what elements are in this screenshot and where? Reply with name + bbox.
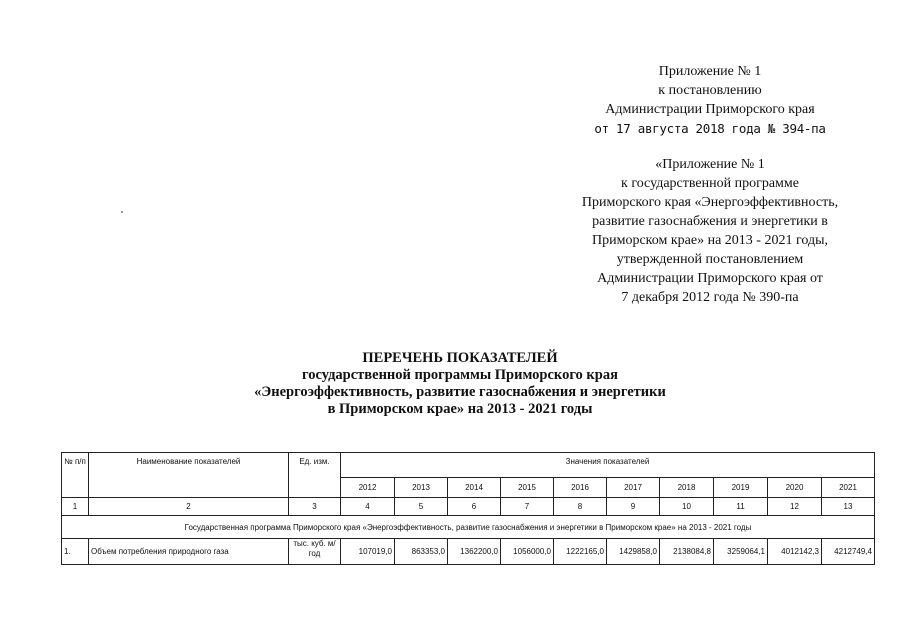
column-number: 2: [89, 498, 289, 516]
column-numbers-row: [62, 498, 875, 516]
column-number: 8: [554, 498, 607, 516]
title-line: государственной программы Приморского края: [302, 367, 618, 383]
row-value: 4012142,3: [768, 539, 822, 565]
year-header: 2020: [768, 478, 822, 498]
column-number: 6: [448, 498, 501, 516]
year-header: 2015: [501, 478, 554, 498]
appendix-line: Администрации Приморского края: [605, 102, 815, 117]
column-number: 10: [660, 498, 714, 516]
year-header: 2012: [341, 478, 395, 498]
table-header-row: [62, 453, 875, 478]
column-number: 1: [62, 498, 89, 516]
appendix-line: к постановлению: [658, 83, 762, 98]
column-number: 3: [289, 498, 341, 516]
appendix-line: Приморского края «Энергоэффективность,: [581, 195, 839, 210]
indicators-table: [61, 452, 875, 565]
title-line: «Энергоэффективность, развитие газоснабжения и энергетики: [254, 384, 666, 400]
appendix-line: утвержденной постановлением: [616, 252, 804, 267]
row-value: 1362200,0: [448, 539, 501, 565]
column-number: 9: [607, 498, 660, 516]
appendix-line: «Приложение № 1: [655, 157, 765, 172]
appendix-line: Приложение № 1: [658, 64, 762, 79]
year-header: 2013: [395, 478, 448, 498]
year-header: 2018: [660, 478, 714, 498]
appendix-line: развитие газоснабжения и энергетики в: [592, 214, 828, 229]
row-value: 4212749,4: [822, 539, 875, 565]
appendix-line: Администрации Приморского края от: [597, 271, 823, 286]
row-unit: тыс. куб. м/год: [289, 539, 341, 565]
appendix-order-line: от 17 августа 2018 года № 394-па: [594, 121, 826, 136]
row-value: 3259064,1: [714, 539, 768, 565]
row-value: 107019,0: [341, 539, 395, 565]
column-number: 11: [714, 498, 768, 516]
row-value: 1056000,0: [501, 539, 554, 565]
row-value: 2138084,8: [660, 539, 714, 565]
column-number: 13: [822, 498, 875, 516]
appendix-line: Приморском крае» на 2013 - 2021 годы,: [592, 233, 828, 248]
column-number: 12: [768, 498, 822, 516]
original-appendix-header: [548, 155, 872, 307]
year-header: 2017: [607, 478, 660, 498]
year-header: 2021: [822, 478, 875, 498]
document-title: [200, 350, 720, 418]
column-number: 4: [341, 498, 395, 516]
column-number: 7: [501, 498, 554, 516]
table-row: [62, 539, 875, 565]
section-title: Государственная программа Приморского края «Энергоэффективность, развитие газоснабжения и энергетики в Приморском крае» на 2013 - 2021 годы: [62, 516, 875, 539]
appendix-line: 7 декабря 2012 года № 390-па: [621, 290, 799, 305]
column-number: 5: [395, 498, 448, 516]
col-header-name: Наименование показателей: [89, 453, 289, 498]
row-value: 1429858,0: [607, 539, 660, 565]
scan-speck: [121, 211, 123, 213]
title-line: в Приморском крае» на 2013 - 2021 годы: [327, 401, 593, 417]
row-num: 1.: [62, 539, 89, 565]
row-value: 863353,0: [395, 539, 448, 565]
row-indicator-name: Объем потребления природного газа: [89, 539, 289, 565]
appendix-header: [560, 62, 860, 138]
col-header-values: Значения показателей: [341, 453, 875, 478]
col-header-unit: Ед. изм.: [289, 453, 341, 498]
year-header: 2016: [554, 478, 607, 498]
title-line: ПЕРЕЧЕНЬ ПОКАЗАТЕЛЕЙ: [362, 350, 558, 366]
section-row: [62, 516, 875, 539]
row-value: 1222165,0: [554, 539, 607, 565]
appendix-line: к государственной программе: [621, 176, 799, 191]
year-header: 2014: [448, 478, 501, 498]
col-header-num: № п/п: [62, 453, 89, 498]
year-header: 2019: [714, 478, 768, 498]
